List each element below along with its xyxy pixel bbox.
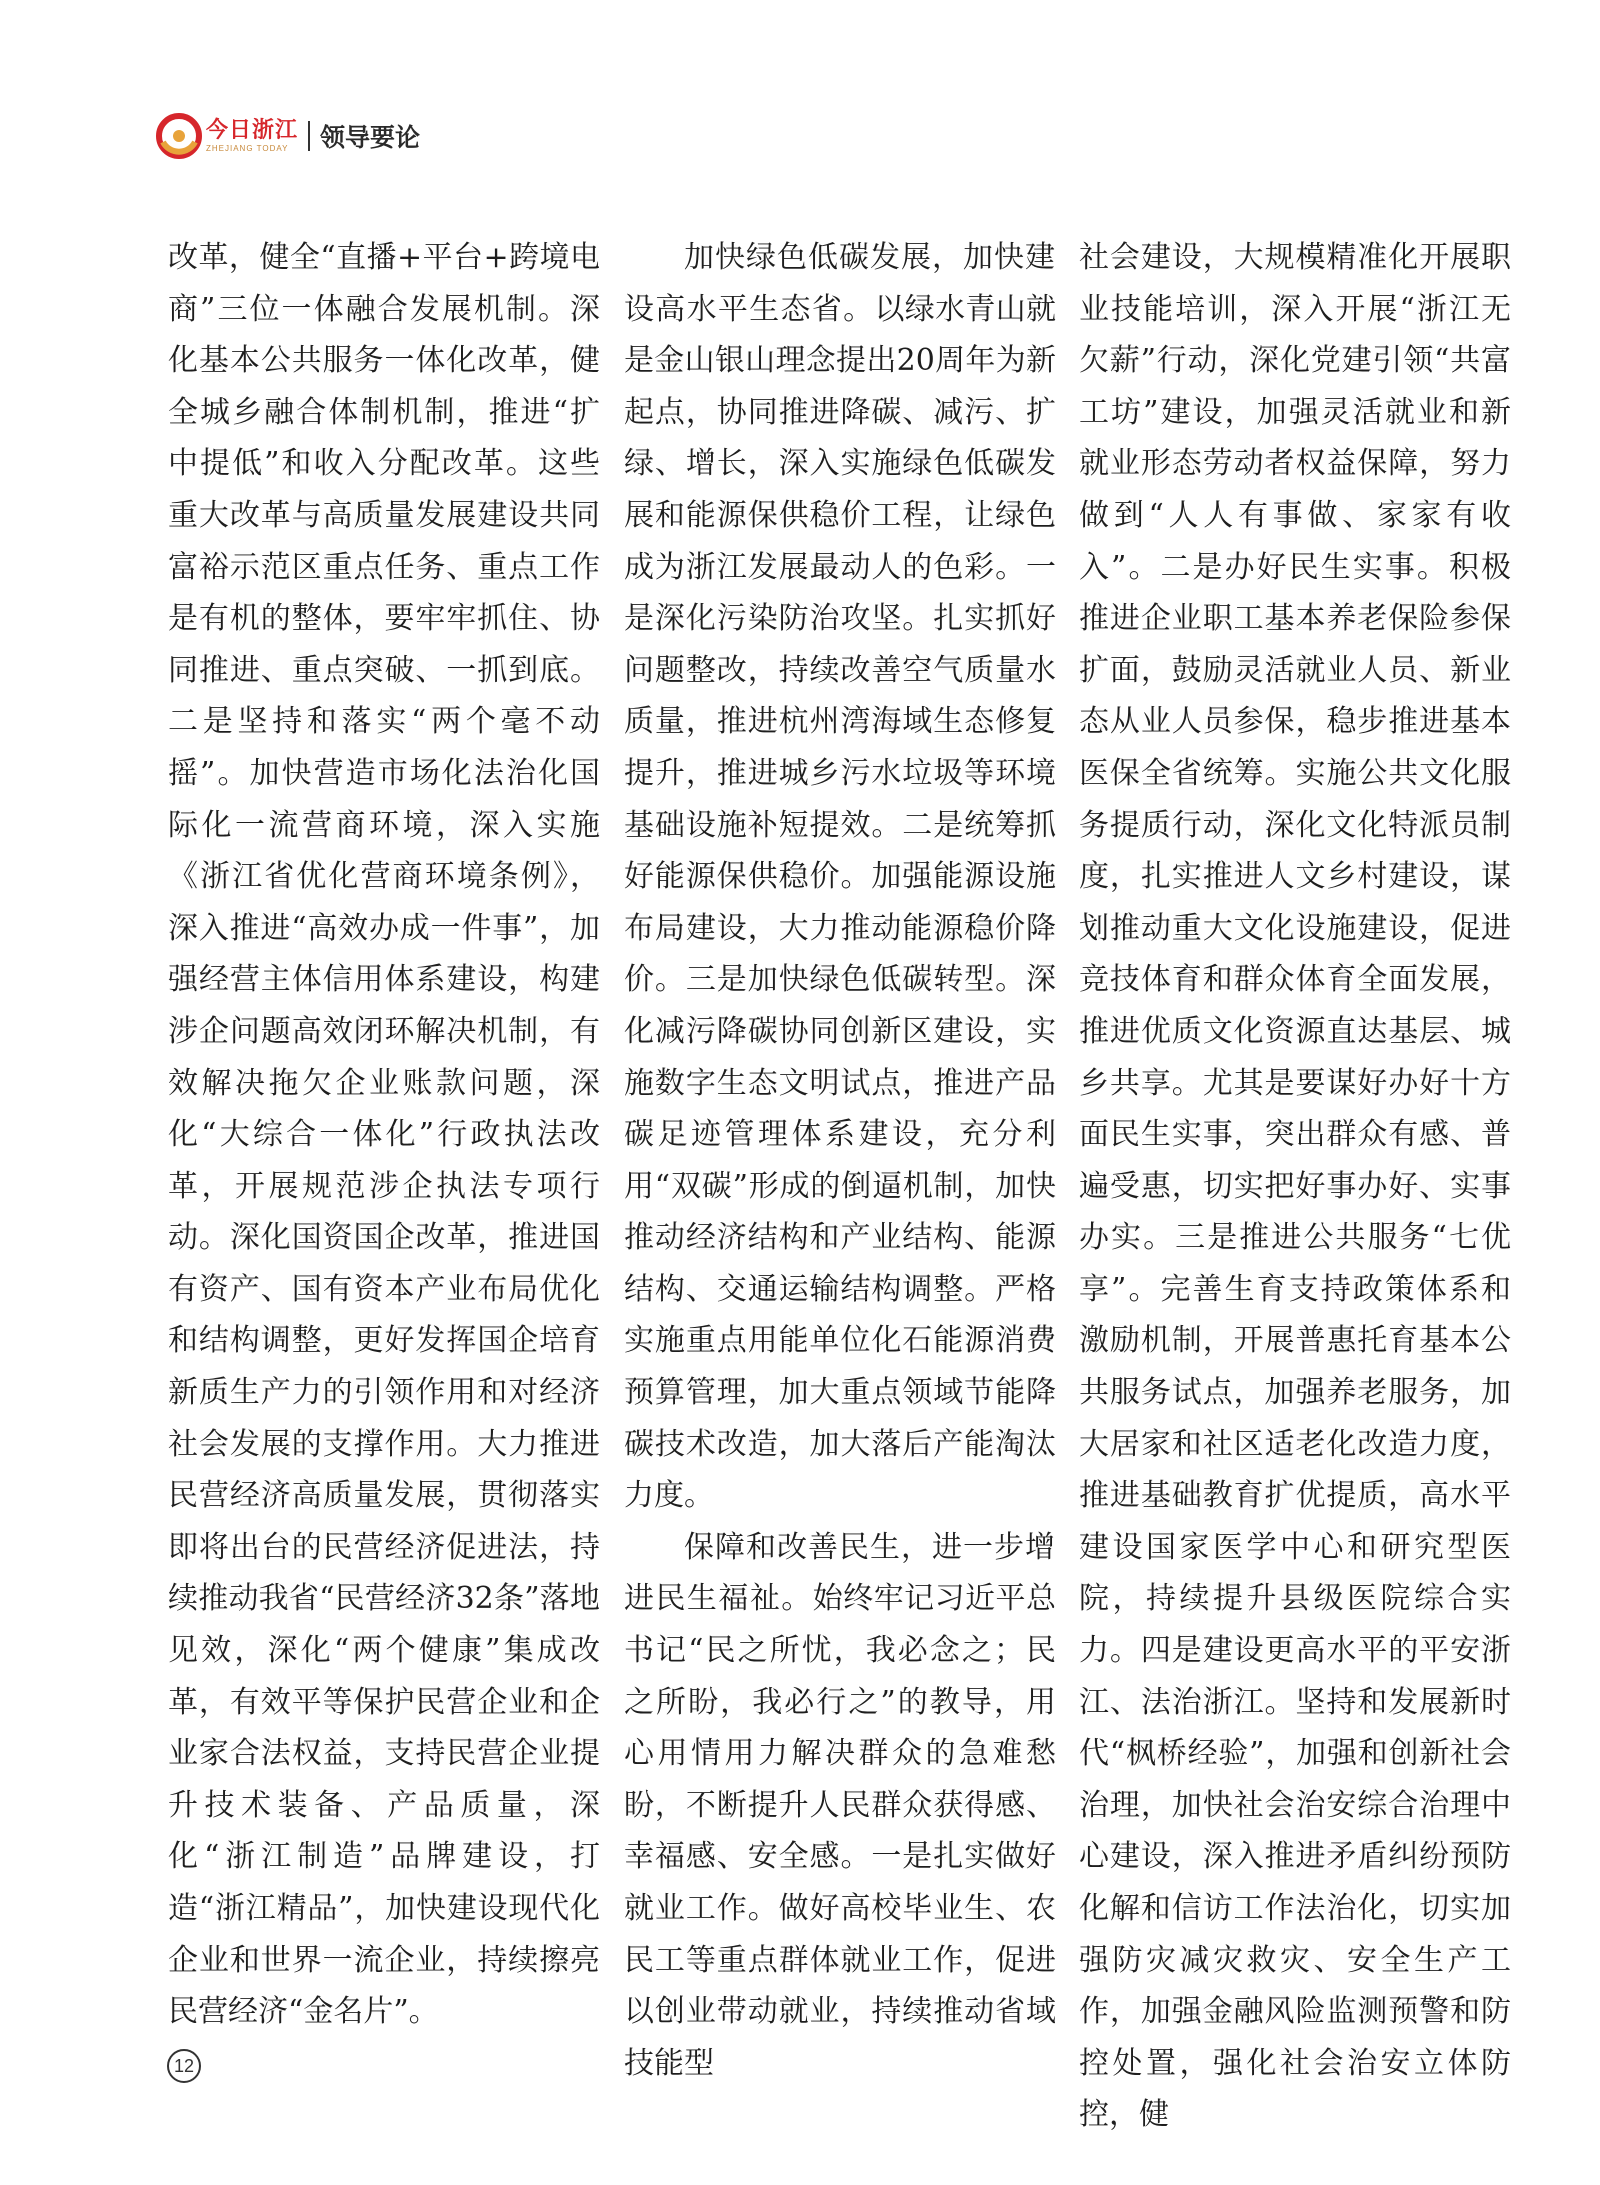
page-number (166, 2048, 202, 2084)
paragraph (624, 232, 1056, 1522)
article-column-3 (1079, 232, 1511, 2141)
logo-wordmark (206, 117, 299, 153)
header-divider (308, 121, 310, 151)
paragraph (624, 1522, 1056, 2090)
paragraph: 社会建设，大规模精准化开展职业技能培训，深入开展“浙江无欠薪”行动，深化党建引领“共富工坊”建设，加强灵活就业和新就业形态劳动者权益保障，努力做到“人人有事做、家家有收入”。二是办好民生实事。积极推进企业职工基本养老保险参保扩面，鼓励灵活就业人员、新业态从业人员参保，稳步推进基本医保全省统筹。实施公共文化服务提质行动，深化文化特派员制度，扎实推进人文乡村建设，谋划推动重大文化设施建设，促进竞技体育和群众体育全面发展，推进优质文化资源直达基层、城乡共享。尤其是要谋好办好十方面民生实事，突出群众有感、普遍受惠，切实把好事办好、实事办实。三是推进公共服务“七优享”。完善生育支持政策体系和激励机制，开展普惠托育基本公共服务试点，加强养老服务，加大居家和社区适老化改造力度，推进基础教育扩优提质，高水平建设国家医学中心和研究型医院，持续提升县级医院综合实力。四是建设更高水平的平安浙江、法治浙江。坚持和发展新时代“枫桥经验”，加强和创新社会治理，加快社会治安综合治理中心建设，深入推进矛盾纠纷预防化解和信访工作法治化，切实加强防灾减灾救灾、安全生产工作，加强金融风险监测预警和防控处置，强化社会治安立体防控，健 (1079, 240, 1511, 2133)
paragraph-body: 以绿水青山就是金山银山理念提出20周年为新起点，协同推进降碳、减污、扩绿、增长，深入实施绿色低碳发展和能源保供稳价工程，让绿色成为浙江发展最动人的色彩。一是深化污染防治攻坚。扎实抓好问题整改，持续改善空气质量水质量，推进杭州湾海域生态修复提升，推进城乡污水垃圾等环境基础设施补短提效。二是统筹抓好能源保供稳价。加强能源设施布局建设，大力推动能源稳价降价。三是加快绿色低碳转型。深化减污降碳协同创新区建设，实施数字生态文明试点，推进产品碳足迹管理体系建设，充分利用“双碳”形成的倒逼机制，加快推动经济结构和产业结构、能源结构、交通运输结构调整。严格实施重点用能单位化石能源消费预算管理，加大重点领域节能降碳技术改造，加大落后产能淘汰力度。 (624, 291, 1057, 1514)
article-column-1 (168, 232, 600, 2038)
paragraph-body: 始终牢记习近平总书记“民之所忧，我必念之；民之所盼，我必行之”的教导，用心用情用力解决群众的急难愁盼，不断提升人民群众获得感、幸福感、安全感。一是扎实做好就业工作。做好高校毕业生、农民工等重点群体就业工作，促进以创业带动就业，持续推动省域技能型 (624, 1581, 1057, 2081)
logo-subtitle: ZHEJIANG TODAY (206, 143, 289, 153)
page-number-text: 12 (173, 2056, 195, 2076)
section-title: 领导要论 (320, 123, 421, 152)
article-column-2 (624, 232, 1056, 2089)
page-header (156, 112, 420, 160)
paragraph: 改革，健全“直播+平台+跨境电商”三位一体融合发展机制。深化基本公共服务一体化改革，健全城乡融合体制机制，推进“扩中提低”和收入分配改革。这些重大改革与高质量发展建设共同富裕示范区重点任务、重点工作是有机的整体，要牢牢抓住、协同推进、重点突破、一抓到底。二是坚持和落实“两个毫不动摇”。加快营造市场化法治化国际化一流营商环境，深入实施《浙江省优化营商环境条例》，深入推进“高效办成一件事”，加强经营主体信用体系建设，构建涉企问题高效闭环解决机制，有效解决拖欠企业账款问题，深化“大综合一体化”行政执法改革，开展规范涉企执法专项行动。深化国资国企改革，推进国有资产、国有资本产业布局优化和结构调整，更好发挥国企培育新质生产力的引领作用和对经济社会发展的支撑作用。大力推进民营经济高质量发展，贯彻落实即将出台的民营经济促进法，持续推动我省“民营经济32条”落地见效，深化“两个健康”集成改革，有效平等保护民营企业和企业家合法权益，支持民营企业提升技术装备、产品质量，深化“浙江制造”品牌建设，打造“浙江精品”，加快建设现代化企业和世界一流企业，持续擦亮民营经济“金名片”。 (168, 240, 600, 2030)
logo-title: 今日浙江 (206, 117, 299, 143)
paragraph-lead: 保障和改善民生，进一步增进民生福祉。 (624, 1529, 1056, 1617)
logo-swirl-icon (156, 113, 202, 159)
paragraph-lead: 加快绿色低碳发展，加快建设高水平生态省。 (624, 240, 1056, 327)
